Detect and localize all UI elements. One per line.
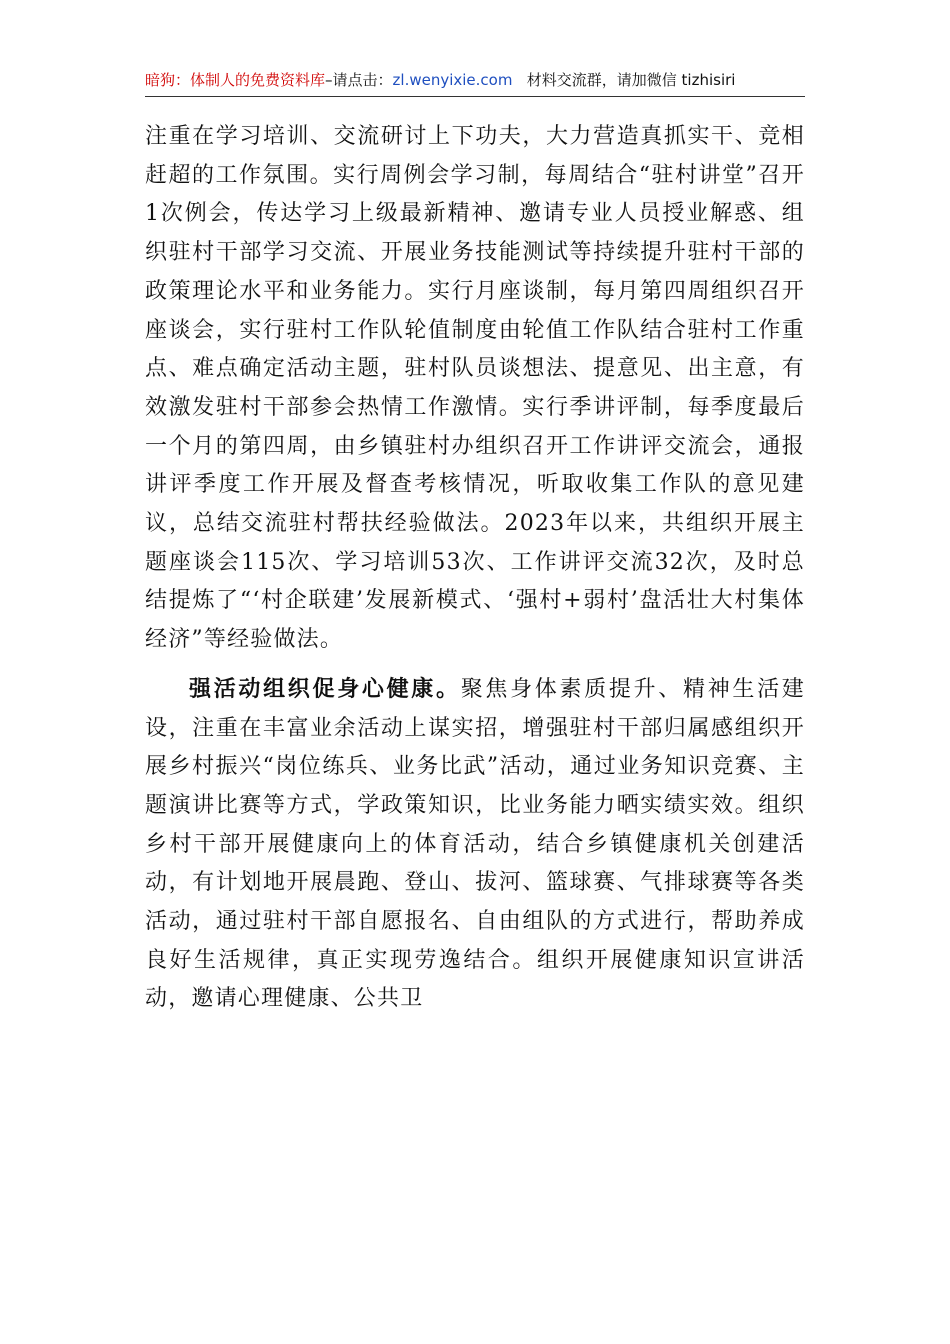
header-click-prompt: –请点击：	[325, 71, 393, 89]
header-url-link[interactable]: zl.wenyixie.com	[392, 71, 513, 89]
page-header	[145, 66, 805, 97]
paragraph-2-lead: 强活动组织促身心健康。	[189, 675, 461, 702]
paragraph-1: 注重在学习培训、交流研讨上下功夫，大力营造真抓实干、竞相赶超的工作氛围。实行周例会学习制，每周结合“驻村讲堂”召开1次例会，传达学习上级最新精神、邀请专业人员授业解惑、组织驻村干部学习交流、开展业务技能测试等持续提升驻村干部的政策理论水平和业务能力。实行月座谈制，每月第四周组织召开座谈会，实行驻村工作队轮值制度由轮值工作队结合驻村工作重点、难点确定活动主题，驻村队员谈想法、提意见、出主意，有效激发驻村干部参会热情工作激情。实行季讲评制，每季度最后一个月的第四周，由乡镇驻村办组织召开工作讲评交流会，通报讲评季度工作开展及督查考核情况，听取收集工作队的意见建议，总结交流驻村帮扶经验做法。2023年以来，共组织开展主题座谈会115次、学习培训53次、工作讲评交流32次，及时总结提炼了“‘村企联建’发展新模式、‘强村+弱村’盘活壮大村集体经济”等经验做法。	[145, 124, 805, 653]
document-body	[145, 118, 805, 1019]
paragraph-2-text: 聚焦身体素质提升、精神生活建设，注重在丰富业余活动上谋实招，增强驻村干部归属感组织开展乡村振兴“岗位练兵、业务比武”活动，通过业务知识竞赛、主题演讲比赛等方式，学政策知识，比业务能力晒实绩实效。组织乡村干部开展健康向上的体育活动，结合乡镇健康机关创建活动，有计划地开展晨跑、登山、拔河、篮球赛、气排球赛等各类活动，通过驻村干部自愿报名、自由组队的方式进行，帮助养成良好生活规律，真正实现劳逸结合。组织开展健康知识宣讲活动，邀请心理健康、公共卫	[145, 676, 805, 1012]
header-wechat-note: 材料交流群，请加微信 tizhisiri	[526, 71, 736, 89]
header-site-name: 暗狗：体制人的免费资料库	[145, 71, 326, 89]
paragraph-2	[145, 670, 805, 1019]
